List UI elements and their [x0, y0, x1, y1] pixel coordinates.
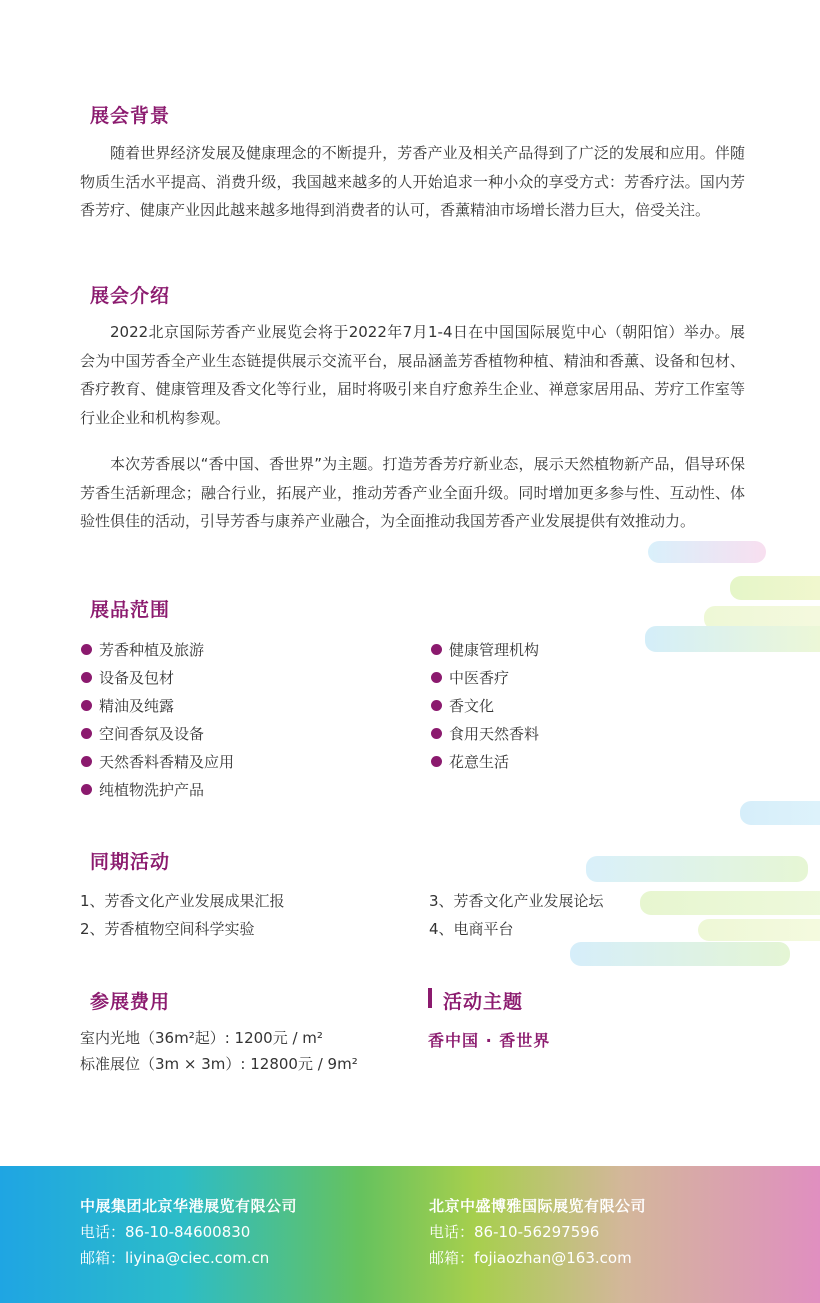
intro-paragraph-1: 2022北京国际芳香产业展览会将于2022年7月1-4日在中国国际展览中心（朝阳馆）举办。展会为中国芳香全产业生态链提供展示交流平台，展品涵盖芳香植物种植、精油和香薰、设备和包材、香疗教育、健康管理及香文化等行业，届时将吸引来自疗愈养生企业、禅意家居用品、芳疗工作室等行业企业和机构参观。	[80, 323, 745, 427]
decorative-strip	[645, 626, 820, 652]
scope-item: 健康管理机构	[431, 640, 539, 668]
scope-item: 空间香氛及设备	[81, 724, 234, 752]
fee-list	[80, 1025, 358, 1077]
scope-item: 设备及包材	[81, 668, 234, 696]
scope-item: 纯植物洗护产品	[81, 780, 234, 808]
theme-title-marker	[428, 988, 432, 1008]
company-name: 北京中盛博雅国际展览有限公司	[429, 1197, 647, 1215]
scope-item: 精油及纯露	[81, 696, 234, 724]
scope-item: 天然香料香精及应用	[81, 752, 234, 780]
decorative-strip	[586, 856, 808, 882]
scope-item: 香文化	[431, 696, 539, 724]
contact-right	[429, 1196, 646, 1274]
activity-list-right	[429, 891, 604, 947]
activity-item: 4、电商平台	[429, 920, 514, 938]
activity-list-left	[80, 891, 285, 947]
activity-item: 1、芳香文化产业发展成果汇报	[80, 892, 285, 910]
background-paragraph: 随着世界经济发展及健康理念的不断提升，芳香产业及相关产品得到了广泛的发展和应用。伴随物质生活水平提高、消费升级，我国越来越多的人开始追求一种小众的享受方式：芳香疗法。国内芳香芳疗、健康产业因此越来越多地得到消费者的认可，香薰精油市场增长潜力巨大，倍受关注。	[80, 144, 745, 219]
intro-paragraph-2: 本次芳香展以“香中国、香世界”为主题。打造芳香芳疗新业态，展示天然植物新产品，倡导环保芳香生活新理念；融合行业，拓展产业，推动芳香产业全面升级。同时增加更多参与性、互动性、体验性俱佳的活动，引导芳香与康养产业融合，为全面推动我国芳香产业发展提供有效推动力。	[80, 455, 745, 530]
scope-item: 食用天然香料	[431, 724, 539, 752]
fee-item: 标准展位（3m × 3m）: 12800元 / 9m²	[80, 1055, 358, 1073]
section-title-theme: 活动主题	[443, 991, 524, 1013]
activity-item: 2、芳香植物空间科学实验	[80, 920, 255, 938]
fee-item: 室内光地（36m²起）: 1200元 / m²	[80, 1029, 323, 1047]
section-title-activities: 同期活动	[90, 851, 171, 873]
decorative-strip	[640, 891, 820, 915]
decorative-strip	[698, 919, 820, 941]
activity-item: 3、芳香文化产业发展论坛	[429, 892, 604, 910]
scope-list-left	[81, 640, 234, 808]
scope-item: 芳香种植及旅游	[81, 640, 234, 668]
contact-left	[80, 1196, 297, 1274]
decorative-strip	[648, 541, 766, 563]
phone-number: 电话：86-10-56297596	[429, 1223, 600, 1241]
scope-item: 中医香疗	[431, 668, 539, 696]
section-title-background: 展会背景	[90, 105, 171, 127]
scope-item: 花意生活	[431, 752, 539, 780]
decorative-strip	[740, 801, 820, 825]
section-title-intro: 展会介绍	[90, 285, 171, 307]
contact-footer	[0, 1166, 820, 1303]
theme-slogan: 香中国 · 香世界	[428, 1031, 551, 1050]
phone-number: 电话：86-10-84600830	[80, 1223, 251, 1241]
email-address: 邮箱：liyina@ciec.com.cn	[80, 1249, 270, 1267]
scope-list-right	[431, 640, 539, 780]
company-name: 中展集团北京华港展览有限公司	[80, 1197, 298, 1215]
decorative-strip	[730, 576, 820, 600]
email-address: 邮箱：fojiaozhan@163.com	[429, 1249, 632, 1267]
section-title-fees: 参展费用	[90, 991, 171, 1013]
section-title-scope: 展品范围	[90, 599, 171, 621]
